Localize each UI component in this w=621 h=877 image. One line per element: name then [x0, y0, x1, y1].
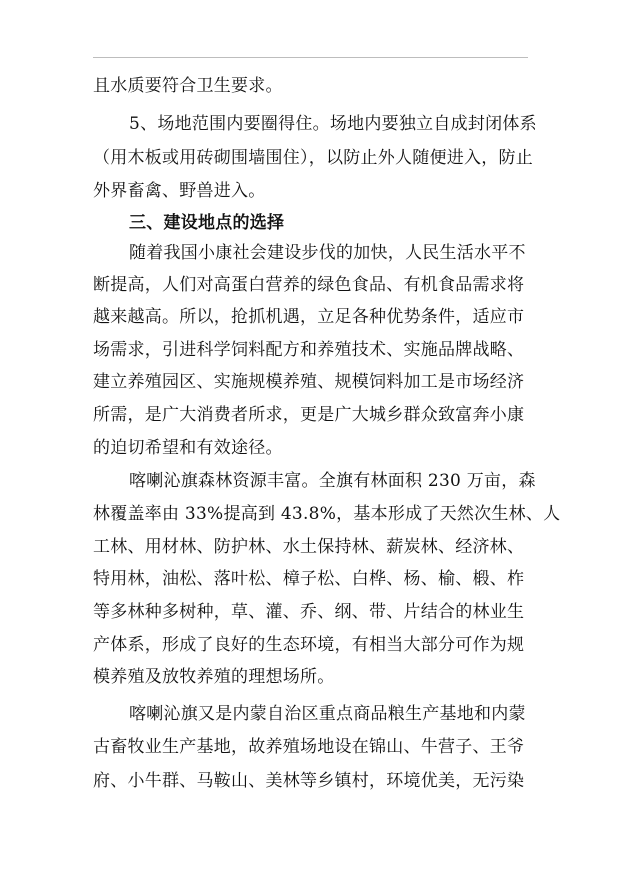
section-heading: 三、建设地点的选择 — [129, 213, 285, 233]
paragraph-line: 外界畜禽、野兽进入。 — [93, 181, 266, 201]
paragraph-line: 府、小牛群、马鞍山、美林等乡镇村，环境优美，无污染 — [93, 771, 525, 791]
paragraph-line: 喀喇沁旗森林资源丰富。全旗有林面积 230 万亩，森 — [129, 471, 536, 491]
paragraph-line: 5、场地范围内要圈得住。场地内要独立自成封闭体系 — [129, 114, 537, 134]
paragraph-line: 模养殖及放牧养殖的理想场所。 — [93, 667, 335, 687]
paragraph-line: （用木板或用砖砌围墙围住），以防止外人随便进入，防止 — [93, 148, 533, 168]
paragraph-line: 建立养殖园区、实施规模养殖、规模饲料加工是市场经济 — [93, 372, 525, 392]
paragraph-line: 随着我国小康社会建设步伐的加快，人民生活水平不 — [129, 243, 526, 263]
paragraph-line: 喀喇沁旗又是内蒙自治区重点商品粮生产基地和内蒙 — [129, 704, 526, 724]
header-rule — [93, 57, 528, 58]
paragraph-line: 断提高，人们对高蛋白营养的绿色食品、有机食品需求将 — [93, 275, 525, 295]
paragraph-line: 的迫切希望和有效途径。 — [93, 438, 283, 458]
paragraph-line: 且水质要符合卫生要求。 — [93, 76, 283, 96]
paragraph-line: 产体系，形成了良好的生态环境，有相当大部分可作为规 — [93, 635, 525, 655]
paragraph-line: 所需，是广大消费者所求，更是广大城乡群众致富奔小康 — [93, 405, 525, 425]
paragraph-line: 场需求，引进科学饲料配方和养殖技术、实施品牌战略、 — [93, 340, 525, 360]
paragraph-line: 工林、用材林、防护林、水土保持林、薪炭林、经济林、 — [93, 537, 525, 557]
paragraph-line: 林覆盖率由 33%提高到 43.8%，基本形成了天然次生林、人 — [93, 504, 561, 524]
paragraph-line: 古畜牧业生产基地，故养殖场地设在锦山、牛营子、王爷 — [93, 737, 525, 757]
paragraph-line: 特用林，油松、落叶松、樟子松、白桦、杨、榆、椴、柞 — [93, 569, 525, 589]
paragraph-line: 越来越高。所以，抢抓机遇，立足各种优势条件，适应市 — [93, 307, 525, 327]
paragraph-line: 等多林种多树种，草、灌、乔、纲、带、片结合的林业生 — [93, 602, 525, 622]
